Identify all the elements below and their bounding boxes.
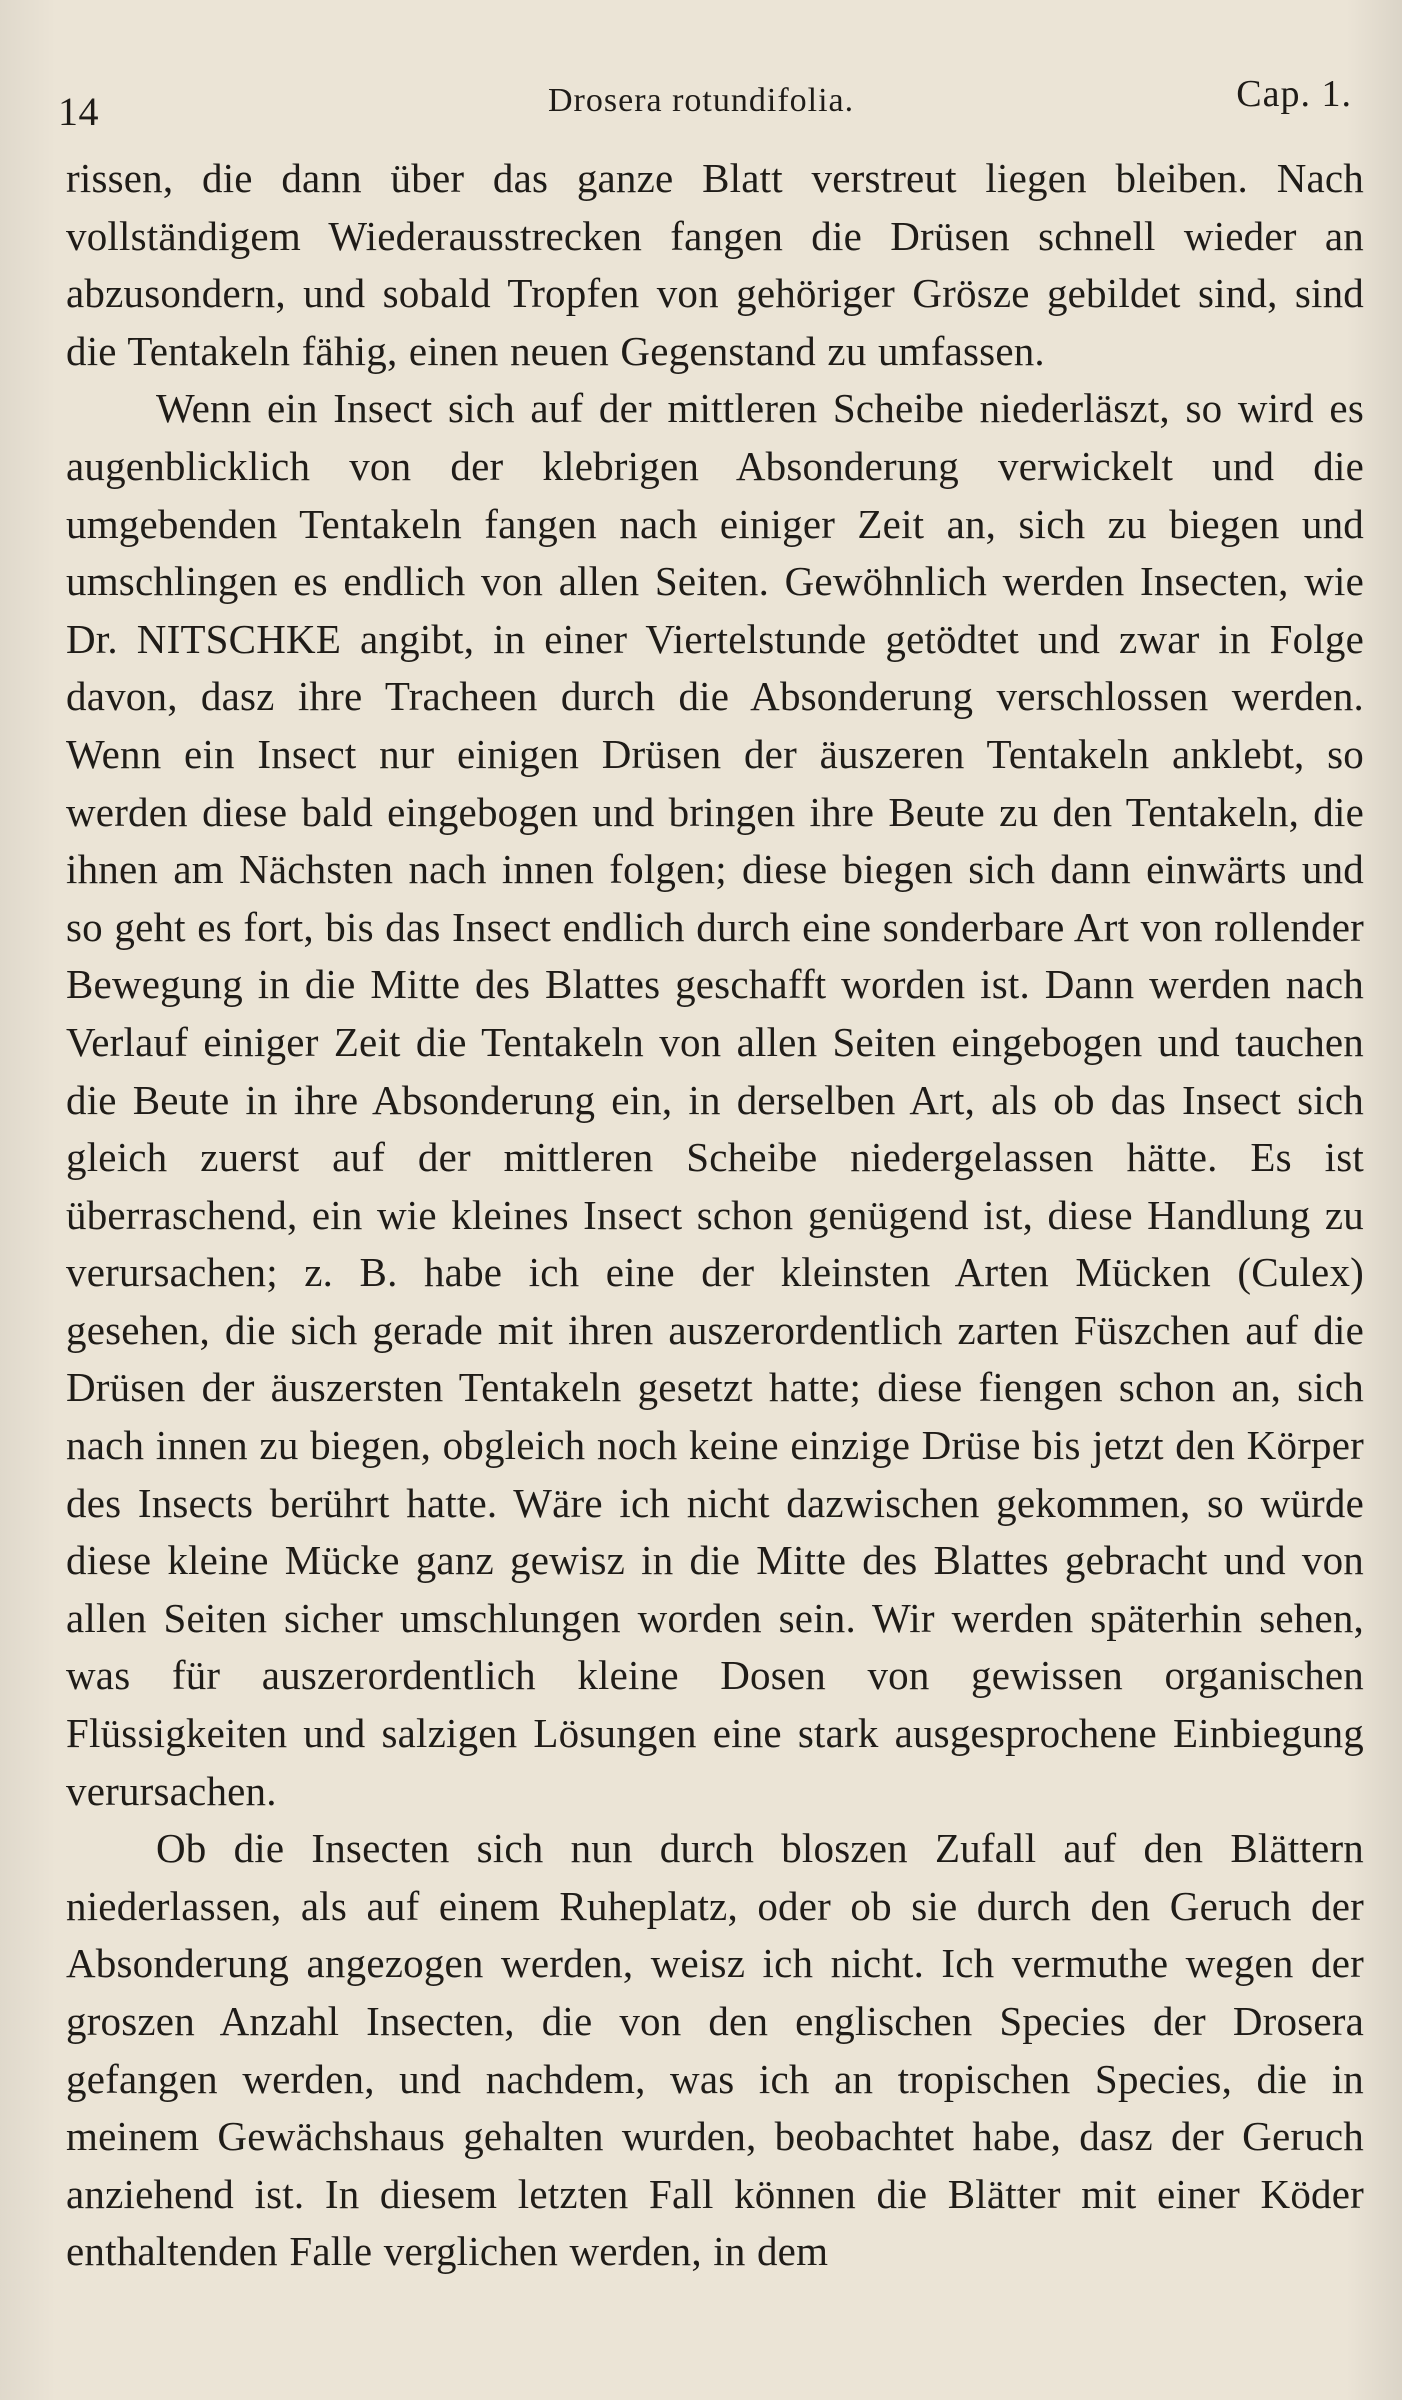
chapter-label: Cap. 1. (1236, 73, 1352, 115)
paragraph-2: Wenn ein Insect sich auf der mittleren Scheibe niederläszt, so wird es augenblicklich von der klebrigen Absonderung verwickelt und die umgebenden Tentakeln fangen nach einiger Zeit an, sich zu biegen und umschlingen es endlich von allen Seiten. Gewöhnlich werden Insecten, wie Dr. NITSCHKE angibt, in einer Viertelstunde getödtet und zwar in Folge davon, dasz ihre Tracheen durch die Absonderung verschlossen werden. Wenn ein Insect nur einigen Drüsen der äuszeren Tentakeln anklebt, so werden diese bald eingebogen und bringen ihre Beute zu den Tentakeln, die ihnen am Nächsten nach innen folgen; diese biegen sich dann einwärts und so geht es fort, bis das Insect endlich durch eine sonderbare Art von rollender Bewegung in die Mitte des Blattes geschafft worden ist. Dann werden nach Verlauf einiger Zeit die Tentakeln von allen Seiten eingebogen und tauchen die Beute in ihre Absonderung ein, in derselben Art, als ob das Insect sich gleich zuerst auf der mittleren Scheibe niedergelassen hätte. Es ist überraschend, ein wie kleines Insect schon genügend ist, diese Handlung zu verursachen; z. B. habe ich eine der kleinsten Arten Mücken (Culex) gesehen, die sich gerade mit ihren auszerordentlich zarten Füszchen auf die Drüsen der äuszersten Tentakeln gesetzt hatte; diese fiengen schon an, sich nach innen zu biegen, obgleich noch keine einzige Drüse bis jetzt den Körper des Insects berührt hatte. Wäre ich nicht dazwischen gekommen, so würde diese kleine Mücke ganz gewisz in die Mitte des Blattes gebracht und von allen Seiten sicher umschlungen worden sein. Wir werden späterhin sehen, was für auszerordentlich kleine Dosen von gewissen organischen Flüssigkeiten und salzigen Lösungen eine stark ausgesprochene Einbiegung verursachen. (66, 385, 1364, 1814)
body-text (66, 150, 1364, 2281)
page-number: 14 (58, 89, 99, 134)
running-title: Drosera rotundifolia. (548, 82, 855, 119)
running-head (58, 72, 1352, 132)
paragraph-3: Ob die Insecten sich nun durch bloszen Zufall auf den Blättern niederlassen, als auf einem Ruheplatz, oder ob sie durch den Geruch der Absonderung angezogen werden, weisz ich nicht. Ich vermuthe wegen der groszen Anzahl Insecten, die von den englischen Species der Drosera gefangen werden, und nachdem, was ich an tropischen Species, die in meinem Gewächshaus gehalten wurden, beobachtet habe, dasz der Geruch anziehend ist. In diesem letzten Fall können die Blätter mit einer Köder enthaltenden Falle verglichen werden, in dem (66, 1825, 1364, 2275)
paragraph-1: rissen, die dann über das ganze Blatt verstreut liegen bleiben. Nach vollständigem Wiederausstrecken fangen die Drüsen schnell wieder an abzusondern, und sobald Tropfen von gehöriger Grösze gebildet sind, sind die Tentakeln fähig, einen neuen Gegenstand zu umfassen. (66, 155, 1364, 374)
